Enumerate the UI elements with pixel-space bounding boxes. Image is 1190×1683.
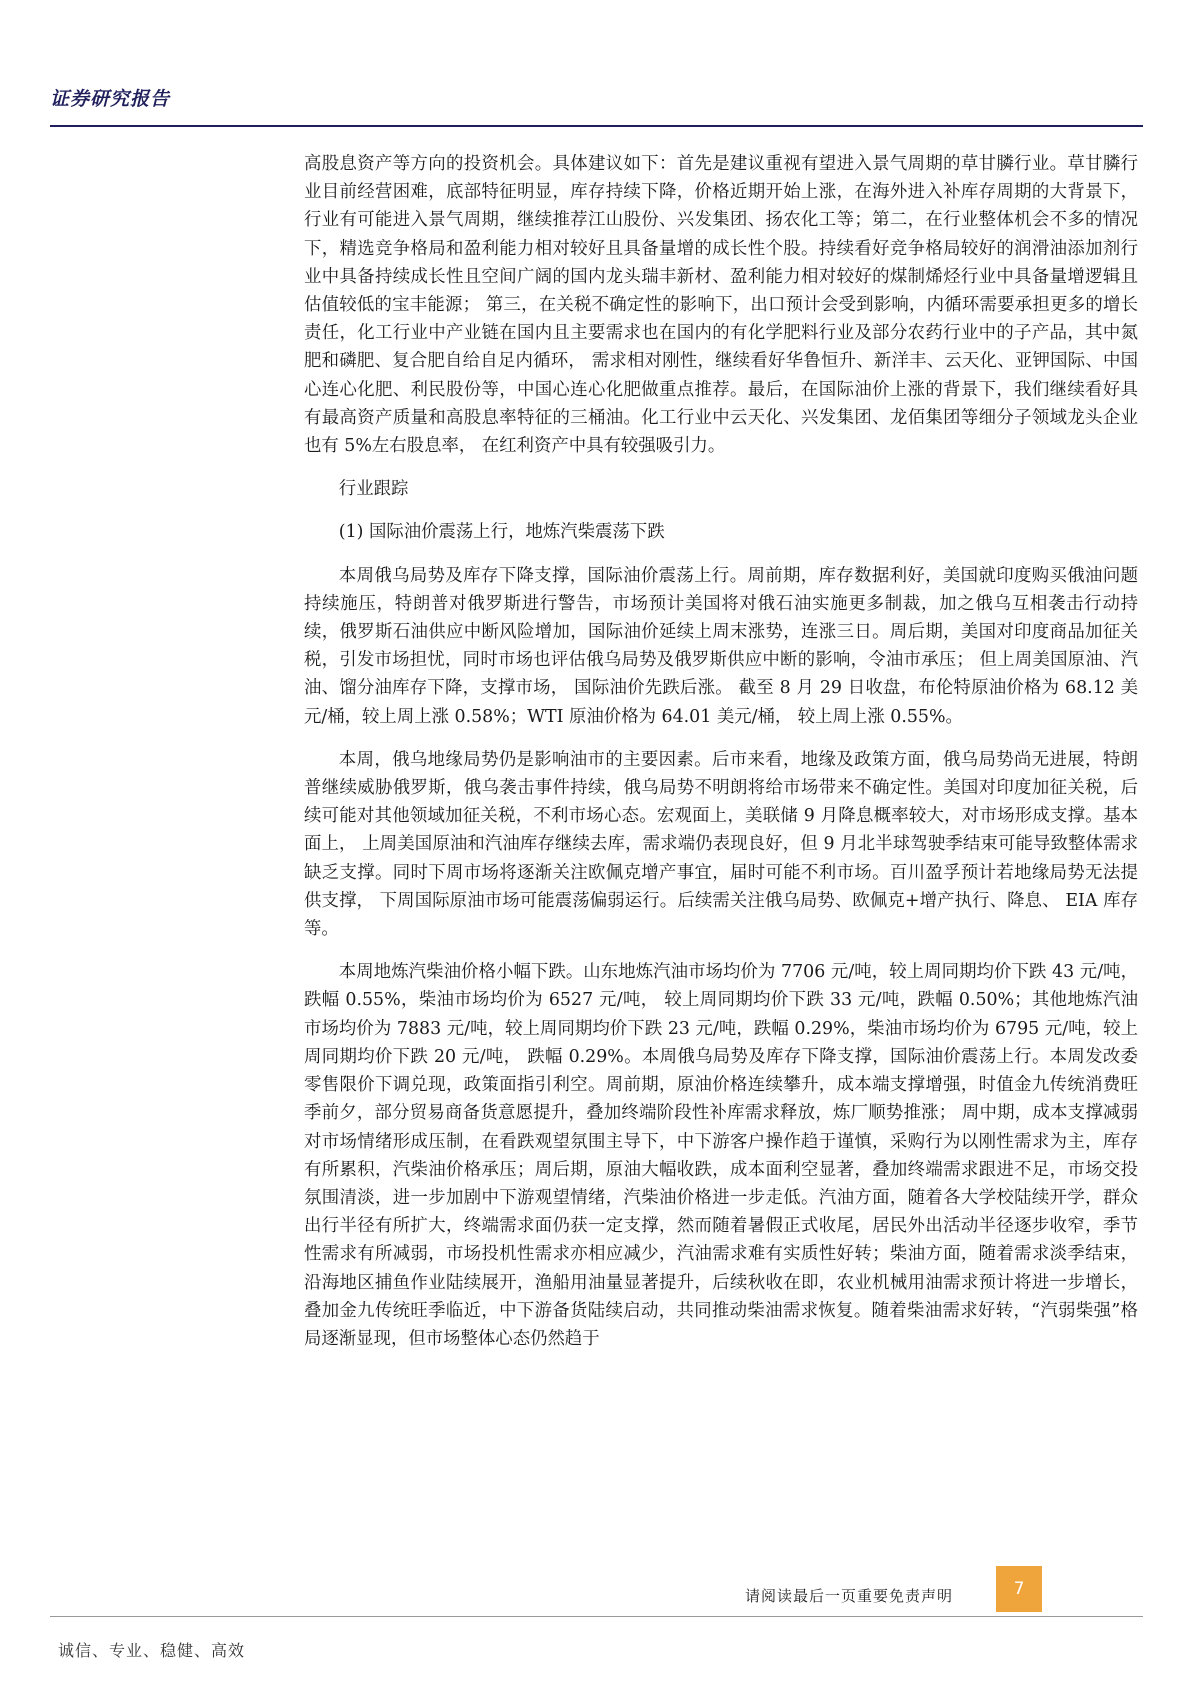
page-number-badge: 7 [996, 1566, 1042, 1612]
report-body [304, 150, 1138, 1353]
header-divider [50, 125, 1143, 127]
paragraph-oil-week-summary: 本周俄乌局势及库存下降支撑，国际油价震荡上行。周前期，库存数据利好，美国就印度购买俄油问题持续施压，特朗普对俄罗斯进行警告，市场预计美国将对俄石油实施更多制裁，加之俄乌互相袭击行动持续，俄罗斯石油供应中断风险增加，国际油价延续上周末涨势，连涨三日。周后期，美国对印度商品加征关税，引发市场担忧，同时市场也评估俄乌局势及俄罗斯供应中断的影响，令油市承压； 但上周美国原油、汽油、馏分油库存下降，支撑市场， 国际油价先跌后涨。 截至 8 月 29 日收盘，布伦特原油价格为 68.12 美元/桶，较上周上涨 0.58%；WTI 原油价格为 64.01 美元/桶， 较上周上涨 0.55%。 [304, 565, 1138, 727]
footer-slogan: 诚信、专业、稳健、高效 [58, 1641, 246, 1660]
paragraph-investment-advice: 高股息资产等方向的投资机会。具体建议如下：首先是建议重视有望进入景气周期的草甘膦行业。草甘膦行业目前经营困难，底部特征明显，库存持续下降，价格近期开始上涨，在海外进入补库存周期的大背景下，行业有可能进入景气周期，继续推荐江山股份、兴发集团、扬农化工等；第二，在行业整体机会不多的情况下，精选竞争格局和盈利能力相对较好且具备量增的成长性个股。持续看好竞争格局较好的润滑油添加剂行业中具备持续成长性且空间广阔的国内龙头瑞丰新材、盈利能力相对较好的煤制烯烃行业中具备量增逻辑且估值较低的宝丰能源； 第三，在关税不确定性的影响下，出口预计会受到影响，内循环需要承担更多的增长责任，化工行业中产业链在国内且主要需求也在国内的有化学肥料行业及部分农药行业中的子产品，其中氮肥和磷肥、复合肥自给自足内循环， 需求相对刚性，继续看好华鲁恒升、新洋丰、云天化、亚钾国际、中国心连心化肥、利民股份等，中国心连心化肥做重点推荐。最后，在国际油价上涨的背景下，我们继续看好具有最高资产质量和高股息率特征的三桶油。化工行业中云天化、兴发集团、龙佰集团等细分子领域龙头企业也有 5%左右股息率， 在红利资产中具有较强吸引力。 [304, 154, 1138, 457]
subsection-heading-oil-price: (1) 国际油价震荡上行，地炼汽柴震荡下跌 [338, 522, 665, 543]
paragraph-oil-outlook: 本周，俄乌地缘局势仍是影响油市的主要因素。后市来看，地缘及政策方面，俄乌局势尚无进展，特朗普继续威胁俄罗斯，俄乌袭击事件持续，俄乌局势不明朗将给市场带来不确定性。美国对印度加征关税，后续可能对其他领域加征关税，不利市场心态。宏观面上，美联储 9 月降息概率较大，对市场形成支撑。基本面上， 上周美国原油和汽油库存继续去库，需求端仍表现良好，但 9 月北半球驾驶季结束可能导致整体需求缺乏支撑。同时下周市场将逐渐关注欧佩克增产事宜，届时可能不利市场。百川盈孚预计若地缘局势无法提供支撑， 下周国际原油市场可能震荡偏弱运行。后续需关注俄乌局势、欧佩克+增产执行、降息、 EIA 库存等。 [304, 749, 1138, 940]
paragraph-local-refinery-prices: 本周地炼汽柴油价格小幅下跌。山东地炼汽油市场均价为 7706 元/吨，较上周同期均价下跌 43 元/吨，跌幅 0.55%，柴油市场均价为 6527 元/吨， 较上周同期均价下跌 33 元/吨，跌幅 0.50%；其他地炼汽油市场均价为 7883 元/吨，较上周同期均价下跌 23 元/吨，跌幅 0.29%，柴油市场均价为 6795 元/吨，较上周同期均价下跌 20 元/吨， 跌幅 0.29%。本周俄乌局势及库存下降支撑，国际油价震荡上行。本周发改委零售限价下调兑现，政策面指引利空。周前期，原油价格连续攀升，成本端支撑增强，时值金九传统消费旺季前夕，部分贸易商备货意愿提升，叠加终端阶段性补库需求释放，炼厂顺势推涨； 周中期，成本支撑减弱对市场情绪形成压制，在看跌观望氛围主导下，中下游客户操作趋于谨慎，采购行为以刚性需求为主，库存有所累积，汽柴油价格承压；周后期，原油大幅收跌，成本面利空显著，叠加终端需求跟进不足，市场交投氛围清淡，进一步加剧中下游观望情绪，汽柴油价格进一步走低。汽油方面，随着各大学校陆续开学，群众出行半径有所扩大，终端需求面仍获一定支撑，然而随着暑假正式收尾，居民外出活动半径逐步收窄，季节性需求有所减弱，市场投机性需求亦相应减少，汽油需求难有实质性好转；柴油方面，随着需求淡季结束，沿海地区捕鱼作业陆续展开，渔船用油量显著提升，后续秋收在即，农业机械用油需求预计将进一步增长，叠加金九传统旺季临近，中下游备货陆续启动，共同推动柴油需求恢复。随着柴油需求好转，“汽弱柴强”格局逐渐显现，但市场整体心态仍然趋于 [304, 962, 1138, 1349]
section-heading-industry-tracking: 行业跟踪 [338, 479, 409, 500]
footer-divider [50, 1616, 1143, 1617]
footer-disclaimer: 请阅读最后一页重要免责声明 [745, 1587, 954, 1605]
report-header-title: 证券研究报告 [50, 88, 171, 110]
